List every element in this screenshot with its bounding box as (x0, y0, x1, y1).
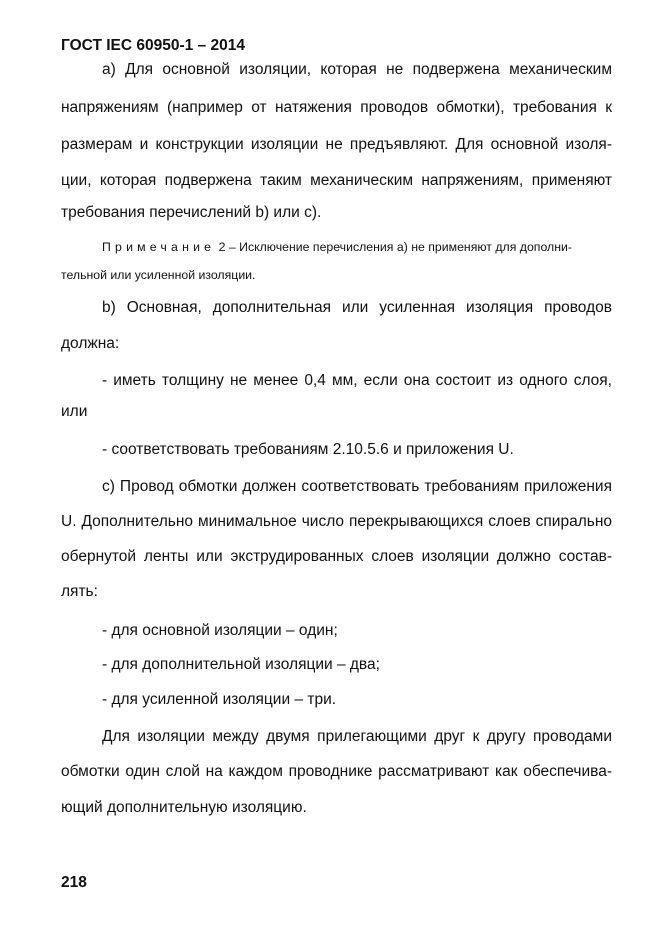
text-line: требования перечислений b) или c). (61, 204, 322, 221)
text-line: Для изоляции между двумя прилегающими друг к другу проводами (102, 728, 612, 745)
text-line: лять: (61, 583, 98, 600)
text-line: обернутой ленты или экструдированных слоев изоляции должно состав- (61, 548, 612, 565)
note-line: тельной или усиленной изоляции. (61, 268, 256, 282)
note-line (102, 237, 612, 257)
text-line: b) Основная, дополнительная или усиленная изоляция проводов (102, 299, 612, 316)
note-label: Примечание (102, 240, 216, 254)
text-line: должна: (61, 335, 120, 352)
text-line: или (61, 403, 88, 420)
text-line: а) Для основной изоляции, которая не подвержена механическим (102, 61, 612, 78)
text-line: c) Провод обмотки должен соответствовать требованиям приложения (102, 478, 612, 495)
text-line: ющий дополнительную изоляцию. (61, 799, 307, 816)
text-line: напряжениям (например от натяжения проводов обмотки), требования к (61, 99, 612, 116)
text-line: - для дополнительной изоляции – два; (102, 656, 380, 673)
text-line: ции, которая подвержена таким механическим напряжениям, применяют (61, 172, 612, 189)
text-line: - соответствовать требованиям 2.10.5.6 и приложения U. (102, 441, 514, 458)
text-line: - для усиленной изоляции – три. (102, 691, 337, 708)
text-line: - иметь толщину не менее 0,4 мм, если она состоит из одного слоя, (102, 372, 612, 389)
document-header: ГОСТ IEC 60950-1 – 2014 (61, 37, 245, 54)
text-line: - для основной изоляции – один; (102, 622, 338, 639)
text-line: U. Дополнительно минимальное число перекрывающихся слоев спирально (61, 513, 612, 530)
text-line: размерам и конструкции изоляции не предъявляют. Для основной изоля- (61, 136, 612, 153)
note-text: 2 – Исключение перечисления а) не применяют для дополни- (215, 240, 572, 254)
page-number: 218 (61, 874, 87, 891)
text-line: обмотки один слой на каждом проводнике рассматривают как обеспечива- (61, 763, 612, 780)
